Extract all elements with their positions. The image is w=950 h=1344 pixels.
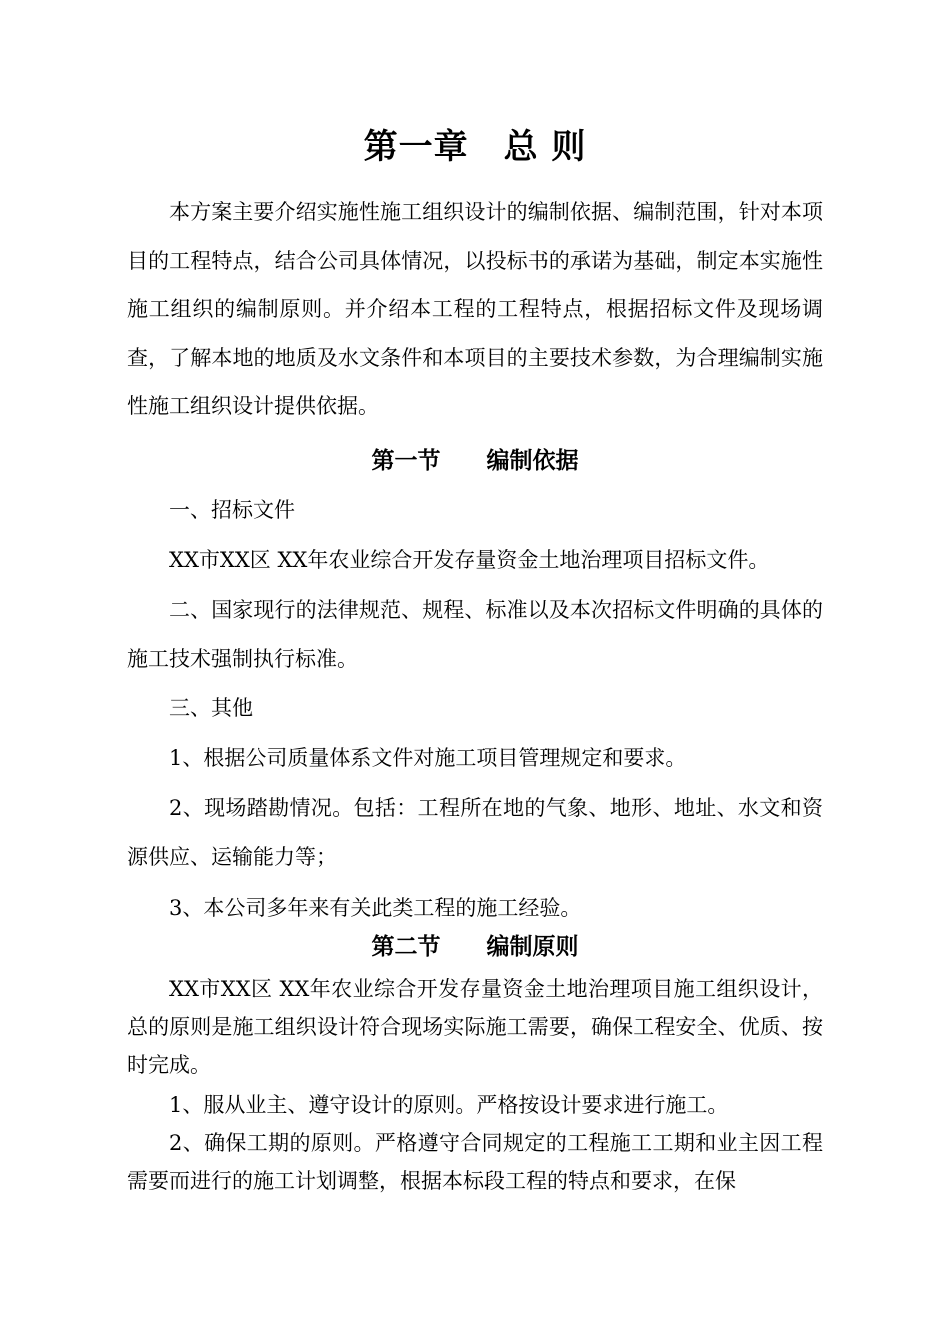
section-2-item-3: 2、确保工期的原则。严格遵守合同规定的工程施工工期和业主因工程需要而进行的施工计划调整，根据本标段工程的特点和要求，在保 bbox=[127, 1131, 823, 1193]
section-2-item-1: XX市XX区 XX年农业综合开发存量资金土地治理项目施工组织设计，总的原则是施工组织设计符合现场实际施工需要，确保工程安全、优质、按时完成。 bbox=[127, 977, 823, 1077]
section-1-item-2: XX市XX区 XX年农业综合开发存量资金土地治理项目招标文件。 bbox=[169, 548, 770, 572]
intro-paragraph: 本方案主要介绍实施性施工组织设计的编制依据、编制范围，针对本项目的工程特点，结合公司具体情况，以投标书的承诺为基础，制定本实施性施工组织的编制原则。并介绍本工程的工程特点，根据招标文件及现场调查，了解本地的地质及水文条件和本项目的主要技术参数，为合理编制实施性施工组织设计提供依据。 bbox=[127, 200, 823, 418]
section-1-item-4: 三、其他 bbox=[169, 696, 253, 720]
section-2-title: 第二节 编制原则 bbox=[371, 933, 579, 960]
section-2-item-2: 1、服从业主、遵守设计的原则。严格按设计要求进行施工。 bbox=[169, 1093, 729, 1117]
section-1-title: 第一节 编制依据 bbox=[371, 447, 579, 474]
section-1-item-3: 二、国家现行的法律规范、规程、标准以及本次招标文件明确的具体的施工技术强制执行标准。 bbox=[127, 598, 823, 671]
section-1-item-5: 1、根据公司质量体系文件对施工项目管理规定和要求。 bbox=[169, 746, 687, 770]
section-1-item-7: 3、本公司多年来有关此类工程的施工经验。 bbox=[169, 896, 582, 920]
chapter-title: 第一章 总 则 bbox=[363, 127, 587, 167]
section-1-item-1: 一、招标文件 bbox=[169, 498, 295, 522]
section-1-item-6: 2、现场踏勘情况。包括：工程所在地的气象、地形、地址、水文和资源供应、运输能力等； bbox=[127, 796, 823, 869]
